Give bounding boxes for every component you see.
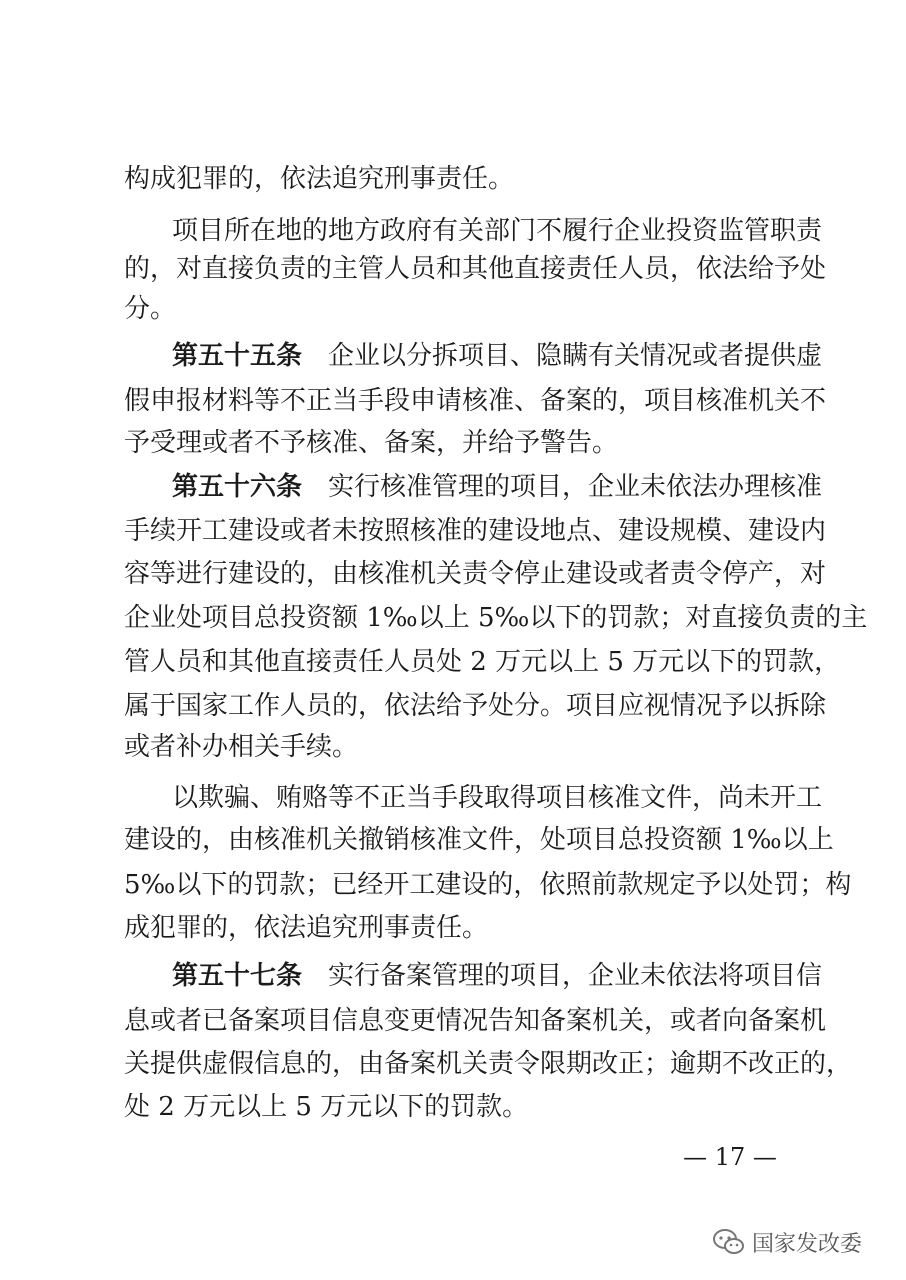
source-watermark bbox=[712, 1226, 892, 1258]
text-line: 手续开工建设或者未按照核准的建设地点、建设规模、建设内 bbox=[124, 516, 827, 546]
text-run: 企业以分拆项目、隐瞒有关情况或者提供虚 bbox=[328, 341, 823, 371]
text-line: 或者补办相关手续。 bbox=[124, 732, 359, 762]
text-line: 予受理或者不予核准、备案，并给予警告。 bbox=[124, 428, 619, 458]
text-line: 5‰以下的罚款；已经开工建设的，依照前款规定予以处罚；构 bbox=[124, 870, 852, 900]
text-line: 息或者已备案项目信息变更情况告知备案机关，或者向备案机 bbox=[124, 1006, 827, 1036]
text-line: 成犯罪的，依法追究刑事责任。 bbox=[124, 913, 489, 943]
text-line bbox=[172, 959, 823, 993]
page-number: — 17 — bbox=[683, 1143, 777, 1171]
text-line: 假申报材料等不正当手段申请核准、备案的，项目核准机关不 bbox=[124, 386, 827, 416]
text-line: 管人员和其他直接责任人员处 2 万元以上 5 万元以下的罚款， bbox=[124, 647, 841, 677]
text-line: 属于国家工作人员的，依法给予处分。项目应视情况予以拆除 bbox=[124, 691, 827, 721]
article-heading: 第五十七条 bbox=[172, 961, 303, 991]
text-line: 企业处项目总投资额 1‰以上 5‰以下的罚款；对直接负责的主 bbox=[124, 603, 868, 633]
text-line: 的，对直接负责的主管人员和其他直接责任人员，依法给予处 bbox=[124, 254, 827, 284]
text-line: 项目所在地的地方政府有关部门不履行企业投资监管职责 bbox=[172, 216, 823, 246]
article-heading: 第五十六条 bbox=[172, 472, 303, 502]
text-line: 容等进行建设的，由核准机关责令停止建设或者责令停产，对 bbox=[124, 559, 827, 589]
article-heading: 第五十五条 bbox=[172, 341, 303, 371]
text-line: 构成犯罪的，依法追究刑事责任。 bbox=[124, 164, 515, 194]
watermark-text: 国家发改委 bbox=[752, 1231, 863, 1257]
text-run: 实行核准管理的项目，企业未依法办理核准 bbox=[328, 472, 823, 502]
text-run: 实行备案管理的项目，企业未依法将项目信 bbox=[328, 961, 823, 991]
text-line: 分。 bbox=[124, 294, 177, 324]
wechat-icon bbox=[712, 1228, 746, 1256]
text-line: 处 2 万元以上 5 万元以下的罚款。 bbox=[124, 1092, 529, 1122]
text-line: 关提供虚假信息的，由备案机关责令限期改正；逾期不改正的， bbox=[124, 1049, 853, 1079]
text-line: 以欺骗、贿赂等不正当手段取得项目核准文件，尚未开工 bbox=[172, 783, 823, 813]
text-line: 建设的，由核准机关撤销核准文件，处项目总投资额 1‰以上 bbox=[124, 825, 834, 855]
